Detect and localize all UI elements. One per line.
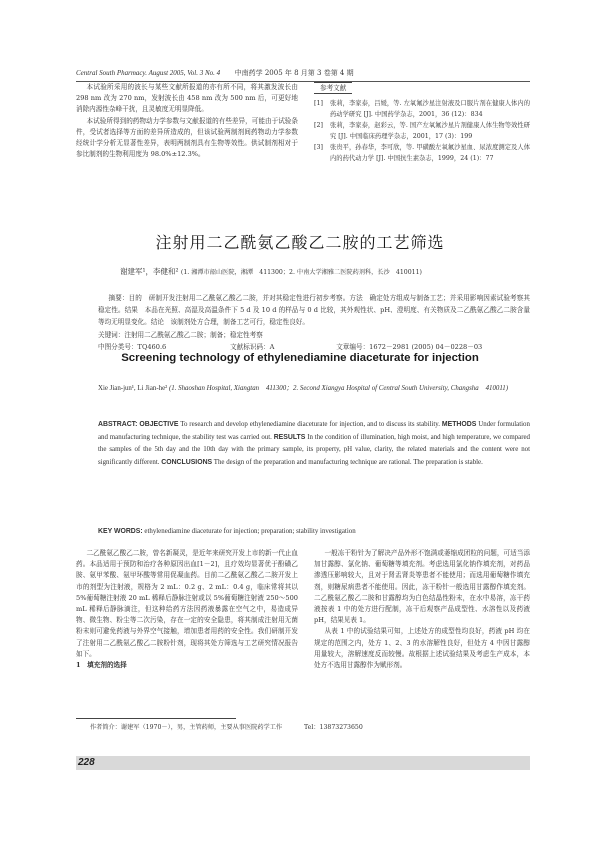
author-phone: Tel：13873273650 <box>304 724 363 731</box>
authors-en-block <box>98 383 530 395</box>
section-heading: 1 填充剂的选择 <box>76 661 127 670</box>
keywords-cn: 关键词：注射用二乙酰氨乙酸乙二胺；制备；稳定性考察 <box>98 331 263 339</box>
abstract-label: ABSTRACT: <box>98 421 138 428</box>
keywords-en-line <box>98 528 530 535</box>
document-code: 文献标识码：A <box>230 343 275 351</box>
article-title-cn: 注射用二乙酰氨乙酸乙二胺的工艺筛选 <box>155 233 445 252</box>
keywords-en-label: KEY WORDS: <box>98 528 143 535</box>
body-right-column <box>314 548 530 671</box>
references-title: 参考文献 <box>314 82 352 94</box>
running-header <box>76 68 530 82</box>
reference-text: 张贵平，孙春华，李可欣，等. 甲磺酸左氧氟沙星血、尿浓度测定及人体内的药代动力学 [J]. 中国抗生素杂志，1999，24 (1)：77 <box>330 144 530 162</box>
abstract-cn: 摘要：目的 研制开发注射用二乙酰氨乙酸乙二胺，并对其稳定性进行初步考察。方法 确定处方组成与制备工艺；并采用影响因素试验考察其稳定性。结果 本品在光照、高湿及高温条件下 5 d 及 10 d 的样品与 0 d 比较，其外观性状、pH、澄明度、有关物质及二乙酰氨乙酸乙二胺含量等均无明显变化。结论 该制剂处方合理，制备工艺可行，稳定性良好。 <box>98 294 530 326</box>
journal-name-cn: 中南药学 2005 年 8 月第 3 卷第 4 期 <box>234 69 354 77</box>
methods-label: METHODS <box>441 421 477 428</box>
body-paragraph: 二乙酰氨乙酸乙二胺，曾名新凝灵，是近年来研究开发上市的新一代止血药。本品适用于预防和治疗各种原因出血[1－2]，且疗效均显著优于酚磺乙胺、氨甲苯酸、氨甲环酸等常用促凝血药。目前二乙酰氨乙酸乙二胺开发上市的剂型为注射液，规格为 2 mL：0.2 g、2 mL：0.4 g，临床常将其以 5%葡萄糖注射液 20 mL 稀释后静脉注射或以 5%葡萄糖注射液 250～500 mL 稀释后静脉滴注，但这种给药方法因药液暴露在空气之中，易造成异物、微生物、粉尘等二次污染，存在一定的安全隐患，将其制成注射用无菌粉末则可避免药液与外界空气接触，增加患者用药的安全性。我们研制开发了注射用二乙酰氨乙酸乙二胺粉针剂，现将其处方筛选与工艺研究情况报告如下。 <box>76 549 298 658</box>
affiliations-cn: (1. 湘潭市韶山医院，湘潭 411300；2. 中南大学湘雅二医院药剂科，长沙 410011) <box>180 269 422 276</box>
reference-item <box>314 98 530 120</box>
authors-cn-line <box>120 266 422 277</box>
objective-label: OBJECTIVE <box>139 421 179 428</box>
author-footnote <box>90 722 363 731</box>
body-paragraph: 一般冻干粉针为了解决产品外形不饱满或萎缩成团粒的问题，可适当添加甘露醇、氯化钠、葡萄糖等填充剂。考虑选用氯化钠作填充剂，对药品渗透压影响较大，且对于肾盂肾炎等患者不能使用；而选用葡萄糖作填充剂，则糖尿病患者不能使用。因此，冻干粉针一般选用甘露醇作填充剂。二乙酰氨乙酸乙二胺和甘露醇均为白色结晶性粉末，在水中易溶，冻干药液按表 1 中的处方进行配制，冻干后观察产品成型性、水溶性以及药液 pH，结果见表 1。 <box>314 549 530 625</box>
reference-text: 张莉，李家泰，赵彩云，等. 国产左氧氟沙星片剂健康人体生物等效性研究 [J]. 中国临床药理学杂志，2001，17 (3)：199 <box>330 122 530 140</box>
abstract-en <box>98 419 530 469</box>
affiliations-en: (1. Shaoshan Hospital, Xiangtan 411300；2. Second Xiangya Hospital of Central South University, Changsha 410011) <box>168 385 509 392</box>
body-left-column <box>76 548 298 671</box>
footnote-divider <box>76 718 236 719</box>
authors-cn: 谢建军¹，李健和² <box>120 267 179 276</box>
conclusions-text: The design of the preparation and manufacturing technique are rational. The preparation is stable. <box>213 458 483 466</box>
journal-name-en: Central South Pharmacy. August 2005, Vol. 3 No. 4 <box>76 69 221 77</box>
reference-number: [3] <box>314 144 323 151</box>
results-label: RESULTS <box>273 433 306 441</box>
reference-number: [2] <box>314 122 323 129</box>
discussion-paragraph: 本试验所采用的波长与某些文献所报道的亦有所不同，将其激发波长由 298 nm 改为 270 nm，发射波长由 458 nm 改为 500 nm 后，可更好地消除内源性杂峰干扰，且灵敏度无明显降低。 <box>76 83 298 114</box>
results-text: In the condition of illumination, high moist, and high temperature, we compared the samples of the 5th day and the 10th day with the primary sample, its property, pH value, clarity, the related materials and the content were not significantly different. <box>98 433 530 466</box>
objective-text: To research and develop ethylenediamine diaceturate for injection, and to discuss its stability. <box>180 421 440 428</box>
classification-line <box>98 341 482 351</box>
authors-en: Xie Jian-jun¹, Li Jian-he² <box>98 385 168 392</box>
references-section <box>314 82 530 164</box>
clc-number: 中图分类号：TQ460.6 <box>98 343 167 351</box>
page-number-bar <box>76 756 530 770</box>
reference-number: [1] <box>314 100 323 107</box>
article-number: 文章编号：1672－2981 (2005) 04－0228－03 <box>336 343 483 351</box>
page-number: 228 <box>78 757 95 768</box>
reference-item <box>314 120 530 142</box>
author-bio: 作者简介：谢建军（1970－），男，主管药师，主要从事医院药学工作 <box>90 724 283 731</box>
body-paragraph: 从表 1 中的试验结果可知，上述处方的成型性均良好，药液 pH 均在规定的范围之内，处方 1、2、3 的水溶解性良好，但处方 4 中因甘露醇用量较大，溶解速度反而较慢。故根据上述试验结果及考虑生产成本，本处方不选用甘露醇作为赋形剂。 <box>314 627 530 670</box>
article-title-en: Screening technology of ethylenediamine diaceturate for injection <box>121 352 479 364</box>
methods-text: Under formulation and manufacturing technique, the stability test was carried out. <box>98 421 530 441</box>
keywords-en: ethylenediamine diaceturate for injection; preparation; stability investigation <box>144 528 356 535</box>
reference-item <box>314 142 530 164</box>
previous-article-discussion <box>76 82 298 160</box>
discussion-paragraph: 本试验所得到的药物动力学参数与文献报道的有些差异，可能由于试验条件，受试者选择等方面的差异所造成的，但该试验两制剂间药物动力学参数经统计学分析无显著性差异，表明两制剂具有生物等效性。供试制剂相对于参比制剂的生物利用度为 98.0%±12.3%。 <box>76 116 298 159</box>
conclusions-label: CONCLUSIONS <box>161 458 213 466</box>
reference-text: 张莉，李家泰，吕媛，等. 左氧氟沙星注射液及口服片剂在健康人体内的药动学研究 [J]. 中国药学杂志，2001，36 (12)：834 <box>330 100 530 118</box>
